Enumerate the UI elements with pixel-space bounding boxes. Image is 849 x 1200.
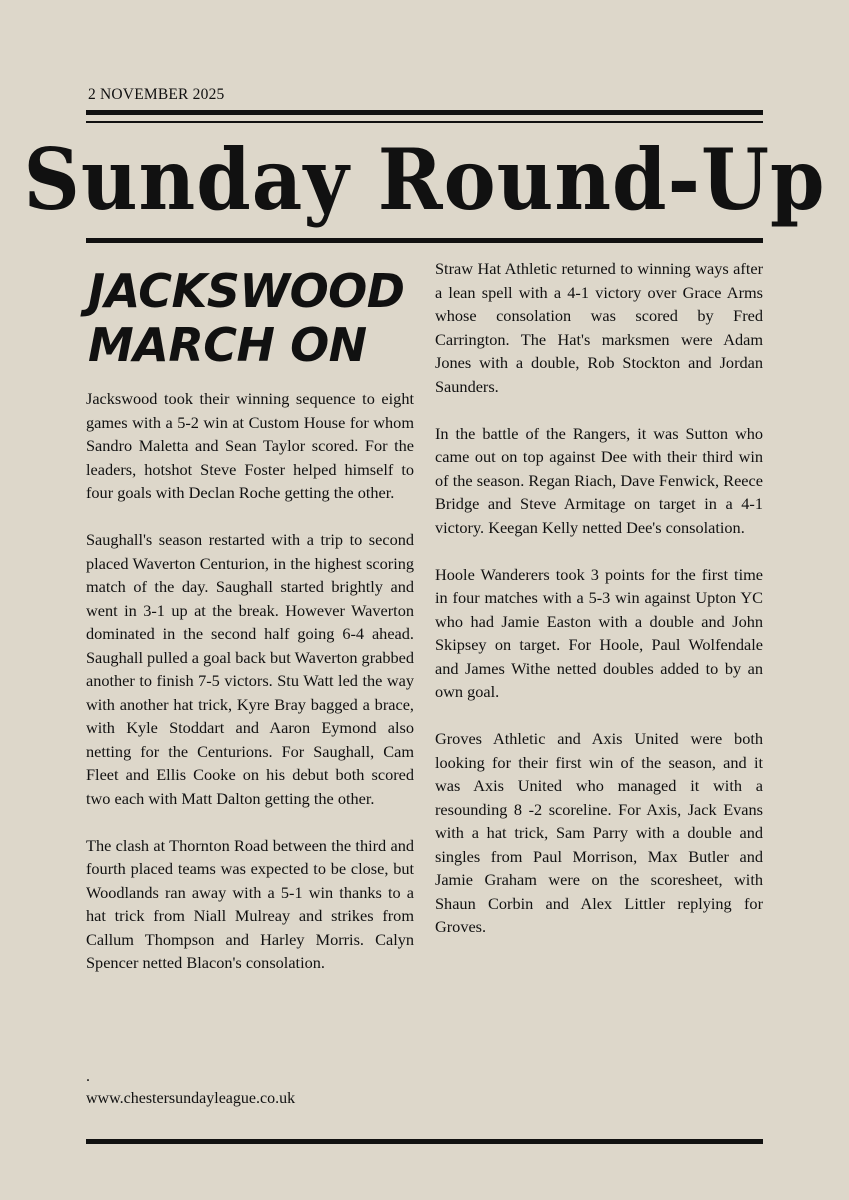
top-rule-thick (86, 110, 763, 115)
paragraph-straw-hat: Straw Hat Athletic returned to winning ways after a lean spell with a 4-1 victory over Grace Arms whose consolation was scored by Fred Carrington. The Hat's marksmen were Adam Jones with a double, Rob Stockton and Jordan Saunders. (435, 259, 763, 396)
right-column (435, 257, 763, 962)
paragraph-hoole: Hoole Wanderers took 3 points for the first time in four matches with a 5-3 win against Upton YC who had Jamie Easton with a double and John Skipsey on target. For Hoole, Paul Wolfendale and James Withe netted doubles added to by an own goal. (435, 564, 763, 701)
website-link[interactable]: www.chestersundayleague.co.uk (86, 1090, 296, 1107)
paragraph-rangers: In the battle of the Rangers, it was Sutton who came out on top against Dee with their third win of the season. Regan Riach, Dave Fenwick, Reece Bridge and Steve Armitage on target in a 4-1 victory. Keegan Kelly netted Dee's consolation. (435, 423, 763, 537)
paragraph-axis: Groves Athletic and Axis United were both looking for their first win of the season, and it was Axis United who managed it with a resounding 8 -2 scoreline. For Axis, Jack Evans with a hat trick, Sam Parry with a double and singles from Paul Morrison, Max Butler and Jamie Graham were on the scoresheet, with Shaun Corbin and Alex Littler replying for Groves. (435, 729, 763, 936)
left-column (86, 387, 414, 998)
paragraph-woodlands: The clash at Thornton Road between the third and fourth placed teams was expected to be close, but Woodlands ran away with a 5-1 win thanks to a hat trick from Niall Mulreay and strikes from Callum Thompson and Harley Morris. Calyn Spencer netted Blacon's consolation. (86, 835, 414, 972)
footer-dot: . (86, 1068, 90, 1085)
article-headline: JACKSWOOD MARCH ON (88, 264, 405, 372)
bottom-rule (86, 1139, 763, 1144)
issue-date: 2 NOVEMBER 2025 (88, 86, 225, 103)
paragraph-jackswood: Jackswood took their winning sequence to eight games with a 5-2 win at Custom House for whom Sandro Maletta and Sean Taylor scored. For the leaders, hotshot Steve Foster helped himself to four goals with Declan Roche getting the other. (86, 389, 414, 502)
paragraph-saughall: Saughall's season restarted with a trip to second placed Waverton Centurion, in the highest scoring match of the day. Saughall started brightly and went in 3-1 up at the break. However Waverton dominated in the second half going 6-4 ahead. Saughall pulled a goal back but Waverton grabbed another to finish 7-5 victors. Stu Watt led the way with another hat trick, Kyre Bray bagged a brace, with Kyle Stoddart and Aaron Eymond also netting for the Centurions. For Saughall, Cam Fleet and Ellis Cooke on his debut both scored two each with Matt Dalton getting the other. (86, 530, 414, 808)
masthead-title: Sunday Round-Up (23, 130, 826, 230)
masthead-rule (86, 238, 763, 243)
